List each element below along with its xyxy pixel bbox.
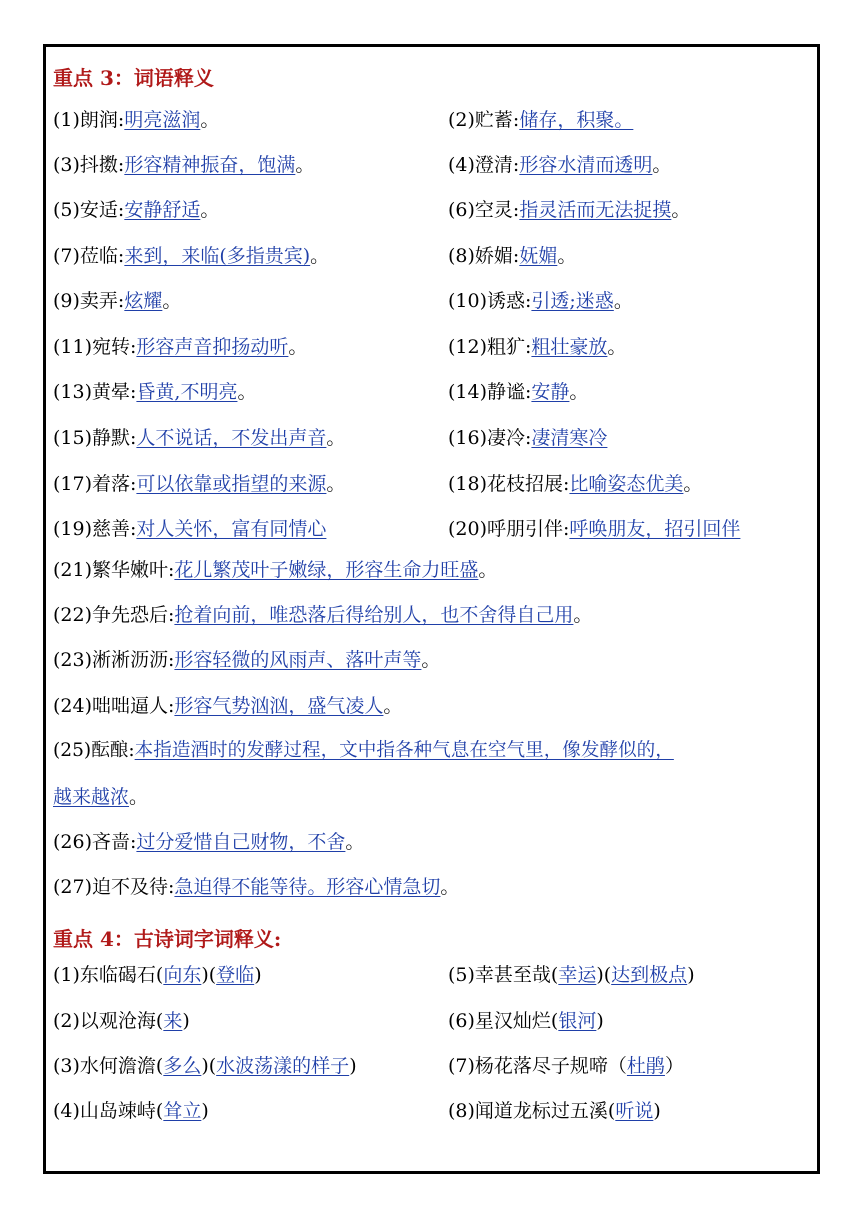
term-tail: 。 [683, 473, 703, 495]
term-label: (17)着落: [53, 473, 137, 495]
poem-answer: 登临 [216, 964, 255, 986]
term-label: (5)安适: [53, 199, 125, 221]
term-label: (15)静默: [53, 427, 137, 449]
term-label: (23)淅淅沥沥: [53, 649, 175, 671]
term-answer: 引透;迷惑 [531, 290, 614, 312]
term-label: (27)迫不及待: [53, 876, 175, 898]
poem-line: (4)山岛竦峙( [53, 1100, 164, 1122]
term-item [53, 740, 674, 762]
term-label: (4)澄清: [448, 154, 520, 176]
term-item [448, 427, 607, 450]
term-label: (19)慈善: [53, 518, 137, 540]
term-item [448, 154, 671, 177]
term-item [448, 518, 740, 541]
term-label: (10)诱惑: [448, 290, 532, 312]
term-answer: 昏黄,不明亮 [136, 381, 238, 403]
poem-item: (1)东临碣石(向东)(登临) [53, 964, 262, 986]
term-label: (1)朗润: [53, 109, 125, 131]
term-item [448, 245, 576, 268]
term-tail: 。 [326, 427, 346, 449]
term-item [53, 290, 181, 313]
term-answer: 形容声音抑扬动听 [136, 336, 289, 358]
term-answer: 指灵活而无法捉摸 [519, 199, 672, 221]
term-item-continued [53, 786, 148, 809]
term-item [448, 109, 633, 132]
poem-answer: 多么 [163, 1055, 202, 1077]
term-label: (11)宛转: [53, 336, 137, 358]
term-tail: 。 [613, 290, 633, 312]
term-item [53, 199, 219, 222]
term-label: (18)花枝招展: [448, 473, 570, 495]
poem-item: (2)以观沧海(来) [53, 1010, 190, 1032]
term-answer: 形容气势汹汹，盛气凌人 [174, 695, 384, 717]
term-answer: 安静舒适 [124, 199, 201, 221]
term-item [53, 427, 345, 450]
term-tail: 。 [295, 154, 315, 176]
poem-item: (3)水何澹澹(多么)(水波荡漾的样子) [53, 1055, 357, 1077]
term-answer: 来到，来临(多指贵宾) [124, 245, 311, 267]
term-item [53, 473, 345, 496]
poem-answer: 银河 [558, 1010, 597, 1032]
term-item [53, 518, 326, 541]
term-tail: 。 [326, 473, 346, 495]
poem-answer: 向东 [163, 964, 202, 986]
term-tail: 。 [557, 245, 577, 267]
term-answer: 可以依靠或指望的来源 [136, 473, 327, 495]
poem-line: (3)水何澹澹( [53, 1055, 164, 1077]
term-answer: 安静 [531, 381, 570, 403]
poem-answer: 耸立 [163, 1100, 202, 1122]
term-answer: 呼唤朋友，招引回伴 [569, 518, 741, 540]
term-item [53, 649, 440, 672]
term-tail: 。 [310, 245, 330, 267]
term-tail: 。 [162, 290, 182, 312]
term-answer: 形容精神振奋，饱满 [124, 154, 296, 176]
term-answer: 人不说话，不发出声音 [136, 427, 327, 449]
term-answer: 凄清寒冷 [531, 427, 608, 449]
term-tail: 。 [671, 199, 691, 221]
term-label: (7)莅临: [53, 245, 125, 267]
term-label: (20)呼朋引伴: [448, 518, 570, 540]
term-tail: 。 [573, 604, 593, 626]
poem-line: (1)东临碣石( [53, 964, 164, 986]
term-label: (26)吝啬: [53, 831, 137, 853]
poem-line: (6)星汉灿烂( [448, 1010, 559, 1032]
term-tail: 。 [200, 199, 220, 221]
term-item [53, 604, 592, 627]
term-answer: 对人关怀，富有同情心 [136, 518, 327, 540]
section4-heading: 重点 4：古诗词字词释义: [53, 927, 282, 951]
term-label: (8)娇媚: [448, 245, 520, 267]
term-label: (6)空灵: [448, 199, 520, 221]
term-answer: 妩媚 [519, 245, 558, 267]
poem-line: (5)幸甚至哉( [448, 964, 559, 986]
term-tail: 。 [440, 876, 460, 898]
term-item [53, 876, 459, 899]
poem-item: (4)山岛竦峙(耸立) [53, 1100, 209, 1122]
term-tail: 。 [129, 786, 149, 808]
term-label: (2)贮蓄: [448, 109, 520, 131]
term-label: (22)争先恐后: [53, 604, 175, 626]
term-label: (3)抖擞: [53, 154, 125, 176]
term-tail: 。 [421, 649, 441, 671]
poem-answer: 幸运 [558, 964, 597, 986]
poem-answer: 达到极点 [611, 964, 688, 986]
poem-item: (6)星汉灿烂(银河) [448, 1010, 604, 1032]
term-item [448, 381, 588, 404]
term-tail: 。 [288, 336, 308, 358]
term-answer: 花儿繁茂叶子嫩绿，形容生命力旺盛 [174, 559, 479, 581]
poem-answer: 杜鹃 [626, 1055, 665, 1077]
term-answer: 急迫得不能等待。形容心情急切 [174, 876, 441, 898]
poem-item: (7)杨花落尽子规啼（杜鹃） [448, 1055, 684, 1077]
term-item [53, 695, 402, 718]
poem-answer: 水波荡漾的样子 [216, 1055, 350, 1077]
term-item [53, 559, 497, 582]
term-answer: 炫耀 [124, 290, 163, 312]
term-tail: 。 [569, 381, 589, 403]
term-answer: 本指造酒时的发酵过程，文中指各种气息在空气里，像发酵似的， [134, 740, 674, 761]
term-tail: 。 [237, 381, 257, 403]
term-tail: 。 [478, 559, 498, 581]
term-item [53, 381, 256, 404]
section3-heading: 重点 3：词语释义 [53, 66, 214, 90]
term-item [53, 831, 364, 854]
term-item [448, 290, 633, 313]
term-label: (16)凄冷: [448, 427, 532, 449]
term-item [53, 154, 314, 177]
term-tail: 。 [607, 336, 627, 358]
term-answer: 过分爱惜自己财物，不舍 [136, 831, 346, 853]
term-item [53, 336, 307, 359]
term-tail: 。 [652, 154, 672, 176]
poem-answer: 来 [163, 1010, 183, 1032]
poem-line: (8)闻道龙标过五溪( [448, 1100, 616, 1122]
term-label: (12)粗犷: [448, 336, 532, 358]
poem-item: (5)幸甚至哉(幸运)(达到极点) [448, 964, 695, 986]
term-label: (13)黄晕: [53, 381, 137, 403]
term-answer: 形容水清而透明 [519, 154, 653, 176]
term-item [448, 473, 702, 496]
term-tail: 。 [200, 109, 220, 131]
poem-line: (7)杨花落尽子规啼（ [448, 1055, 627, 1077]
term-label: (21)繁华嫩叶: [53, 559, 175, 581]
term-label: (24)咄咄逼人: [53, 695, 175, 717]
term-item [448, 199, 690, 222]
term-answer: 储存，积聚。 [519, 109, 634, 131]
term-item [53, 109, 219, 132]
term-answer: 形容轻微的风雨声、落叶声等 [174, 649, 422, 671]
term-item [53, 245, 329, 268]
term-label: (25)酝酿: [53, 740, 135, 761]
term-answer: 粗壮豪放 [531, 336, 608, 358]
poem-item: (8)闻道龙标过五溪(听说) [448, 1100, 661, 1122]
term-answer: 抢着向前，唯恐落后得给别人，也不舍得自己用 [174, 604, 574, 626]
term-item [448, 336, 626, 359]
term-answer: 比喻姿态优美 [569, 473, 684, 495]
term-answer: 越来越浓 [53, 786, 130, 808]
term-tail: 。 [345, 831, 365, 853]
term-label: (14)静谧: [448, 381, 532, 403]
term-label: (9)卖弄: [53, 290, 125, 312]
term-tail: 。 [383, 695, 403, 717]
poem-line: (2)以观沧海( [53, 1010, 164, 1032]
term-answer: 明亮滋润 [124, 109, 201, 131]
poem-answer: 听说 [615, 1100, 654, 1122]
